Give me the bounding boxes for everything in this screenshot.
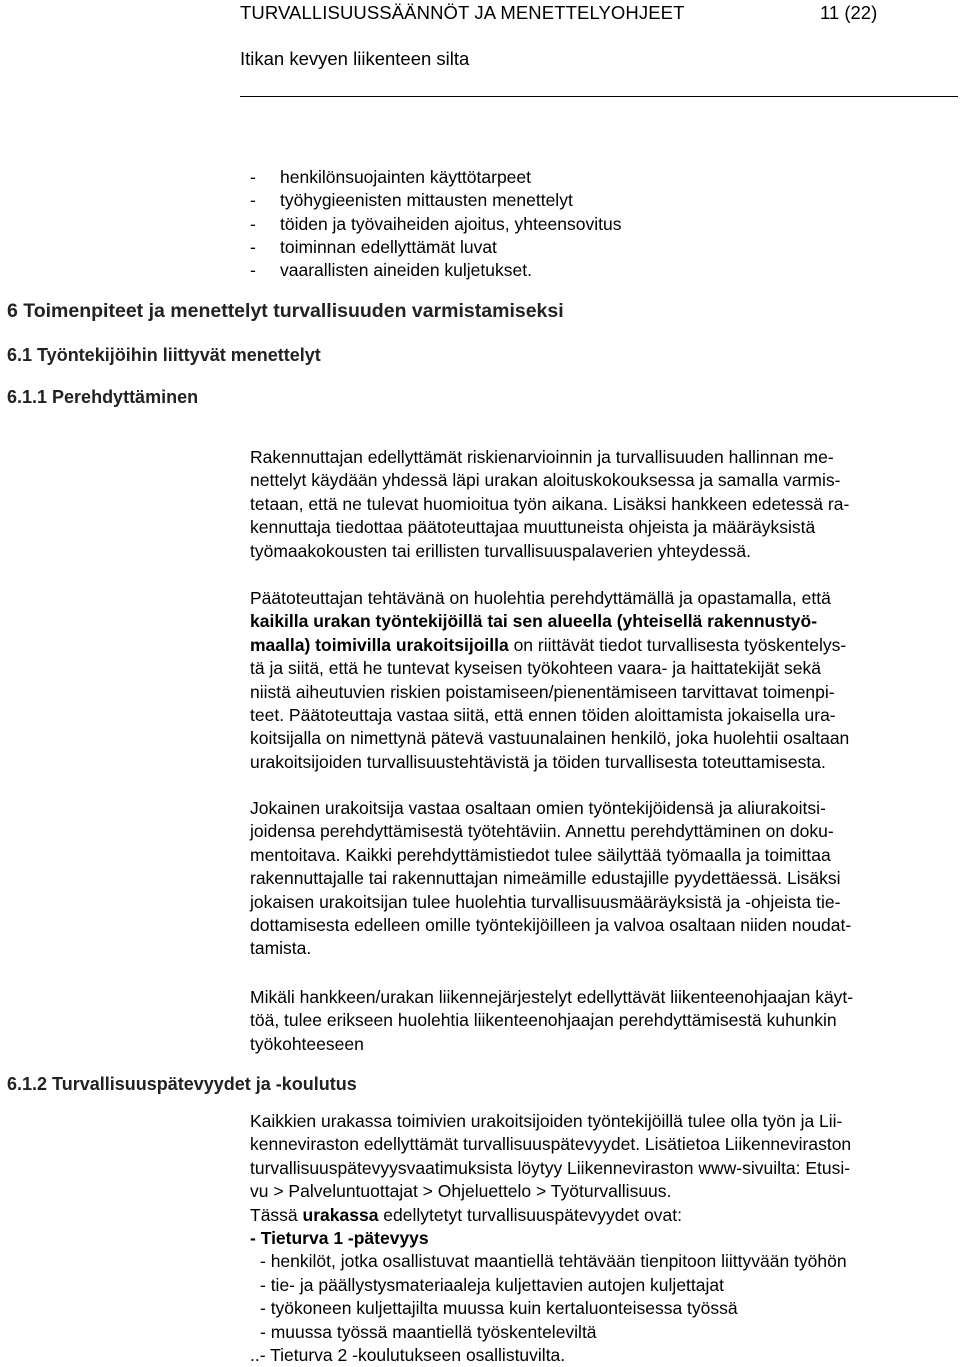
text-line: vu > Palveluntuottajat > Ohjeluettelo > Työturvallisuus. <box>250 1181 672 1202</box>
text-line: kenneviraston edellyttämät turvallisuuspätevyydet. Lisätietoa Liikenneviraston <box>250 1134 852 1155</box>
list-item: - töiden ja työvaiheiden ajoitus, yhteensovitus <box>250 213 621 236</box>
sub-list-item: - henkilöt, jotka osallistuvat maantiellä tehtävään tienpitoon liittyvään työhön <box>260 1251 847 1272</box>
bold-text: urakassa <box>302 1204 379 1225</box>
text-line: mentoitava. Kaikki perehdyttämistiedot tulee säilyttää työmaalla ja toimittaa <box>250 844 831 865</box>
text-line: turvallisuuspätevyysvaatimuksista löytyy Liikenneviraston www-sivuilta: Etusi- <box>250 1157 851 1178</box>
header-divider <box>240 96 958 97</box>
paragraph-2 <box>250 587 954 774</box>
text-line: töä, tulee erikseen huolehtia liikenteenohjaajan perehdyttämisestä kuhunkin <box>250 1010 837 1031</box>
text-line: ..- Tieturva 2 -koulutukseen osallistuvilta. <box>250 1345 566 1366</box>
text-line: Mikäli hankkeen/urakan liikennejärjestelyt edellyttävät liikenteenohjaajan käyt- <box>250 987 854 1007</box>
text-line: tamista. <box>250 938 312 959</box>
bold-text: kaikilla urakan työntekijöillä tai sen alueella (yhteisellä rakennustyö- <box>250 611 818 632</box>
bold-text: maalla) toimivilla urakoitsijoilla <box>250 634 509 655</box>
paragraph-5 <box>250 1110 954 1367</box>
heading-6-1: 6.1 Työntekijöihin liittyvät menettelyt <box>7 345 321 365</box>
text-line: kennuttaja tiedottaa päätoteuttajaa muuttuneista ohjeista ja määräyksistä <box>250 517 816 538</box>
list-item: - vaarallisten aineiden kuljetukset. <box>250 259 621 282</box>
text-line: niistä aiheutuvien riskien poistamiseen/pienentämiseen tarvittavat toimenpi- <box>250 681 835 702</box>
list-item: - henkilönsuojainten käyttötarpeet <box>250 166 621 189</box>
text-line: työmaakokousten tai erillisten turvallisuuspalaverien yhteydessä. <box>250 540 751 561</box>
heading-6-1-2: 6.1.2 Turvallisuuspätevyydet ja -koulutus <box>7 1074 357 1094</box>
document-header-title: TURVALLISUUSSÄÄNNÖT JA MENETTELYOHJEET <box>240 2 685 23</box>
list-item: - työhygieenisten mittausten menettelyt <box>250 189 621 212</box>
text-line: tä ja siitä, että he tuntevat kyseisen työkohteen vaara- ja haittatekijät sekä <box>250 658 822 679</box>
text-line: teet. Päätoteuttaja vastaa siitä, että ennen töiden aloittamista jokaisella ura- <box>250 705 836 726</box>
text-line: koitsijalla on nimettynä pätevä vastuunalainen henkilö, joka huolehtii osaltaan <box>250 728 850 749</box>
text-span: Tässä <box>250 1204 303 1225</box>
paragraph-3 <box>250 797 954 961</box>
document-subtitle: Itikan kevyen liikenteen silta <box>240 48 470 69</box>
dash-list <box>250 166 621 282</box>
text-line: tetaan, että ne tulevat huomioitua työn aikana. Lisäksi hankkeen edetessä ra- <box>250 493 850 514</box>
text-line: urakoitsijoiden turvallisuustehtävistä ja töiden turvallisesta toteuttamisesta. <box>250 751 826 772</box>
list-item: - toiminnan edellyttämät luvat <box>250 236 621 259</box>
text-line: Rakennuttajan edellyttämät riskienarvioinnin ja turvallisuuden hallinnan me- <box>250 447 834 467</box>
text-line: Kaikkien urakassa toimivien urakoitsijoiden työntekijöillä tulee olla työn ja Lii- <box>250 1111 843 1131</box>
page-number: 11 (22) <box>820 2 878 23</box>
text-line: joidensa perehdyttämisestä työtehtäviin. Annettu perehdyttäminen on doku- <box>250 821 834 842</box>
heading-6-1-1: 6.1.1 Perehdyttäminen <box>7 387 199 407</box>
text-line: työkohteeseen <box>250 1033 364 1054</box>
bold-text: - Tieturva 1 -pätevyys <box>250 1228 429 1249</box>
paragraph-4 <box>250 986 954 1056</box>
text-line: Päätoteuttajan tehtävänä on huolehtia perehdyttämällä ja opastamalla, että <box>250 588 831 608</box>
text-line: jokaisen urakoitsijan tulee huolehtia turvallisuusmääräyksistä ja -ohjeista tie- <box>250 891 841 912</box>
text-span: on riittävät tiedot turvallisesta työskentelys- <box>508 634 847 655</box>
heading-6: 6 Toimenpiteet ja menettelyt turvallisuuden varmistamiseksi <box>7 300 564 322</box>
text-line: Jokainen urakoitsija vastaa osaltaan omien työntekijöidensä ja aliurakoitsi- <box>250 798 826 818</box>
text-line: rakennuttajalle tai rakennuttajan nimeämille edustajille pyydettäessä. Lisäksi <box>250 868 841 889</box>
sub-list-item: - tie- ja päällystysmateriaaleja kuljettavien autojen kuljettajat <box>260 1274 724 1295</box>
paragraph-1 <box>250 446 954 563</box>
sub-list-item: - muussa työssä maantiellä työskenteleviltä <box>260 1321 597 1342</box>
text-line: nettelyt käydään yhdessä läpi urakan aloituskokouksessa ja samalla varmis- <box>250 470 841 491</box>
text-line: dottamisesta edelleen omille työntekijöilleen ja valvoa osaltaan niiden noudat- <box>250 915 852 936</box>
sub-list-item: - työkoneen kuljettajilta muussa kuin kertaluonteisessa työssä <box>260 1298 738 1319</box>
text-span: edellytetyt turvallisuuspätevyydet ovat: <box>378 1204 682 1225</box>
